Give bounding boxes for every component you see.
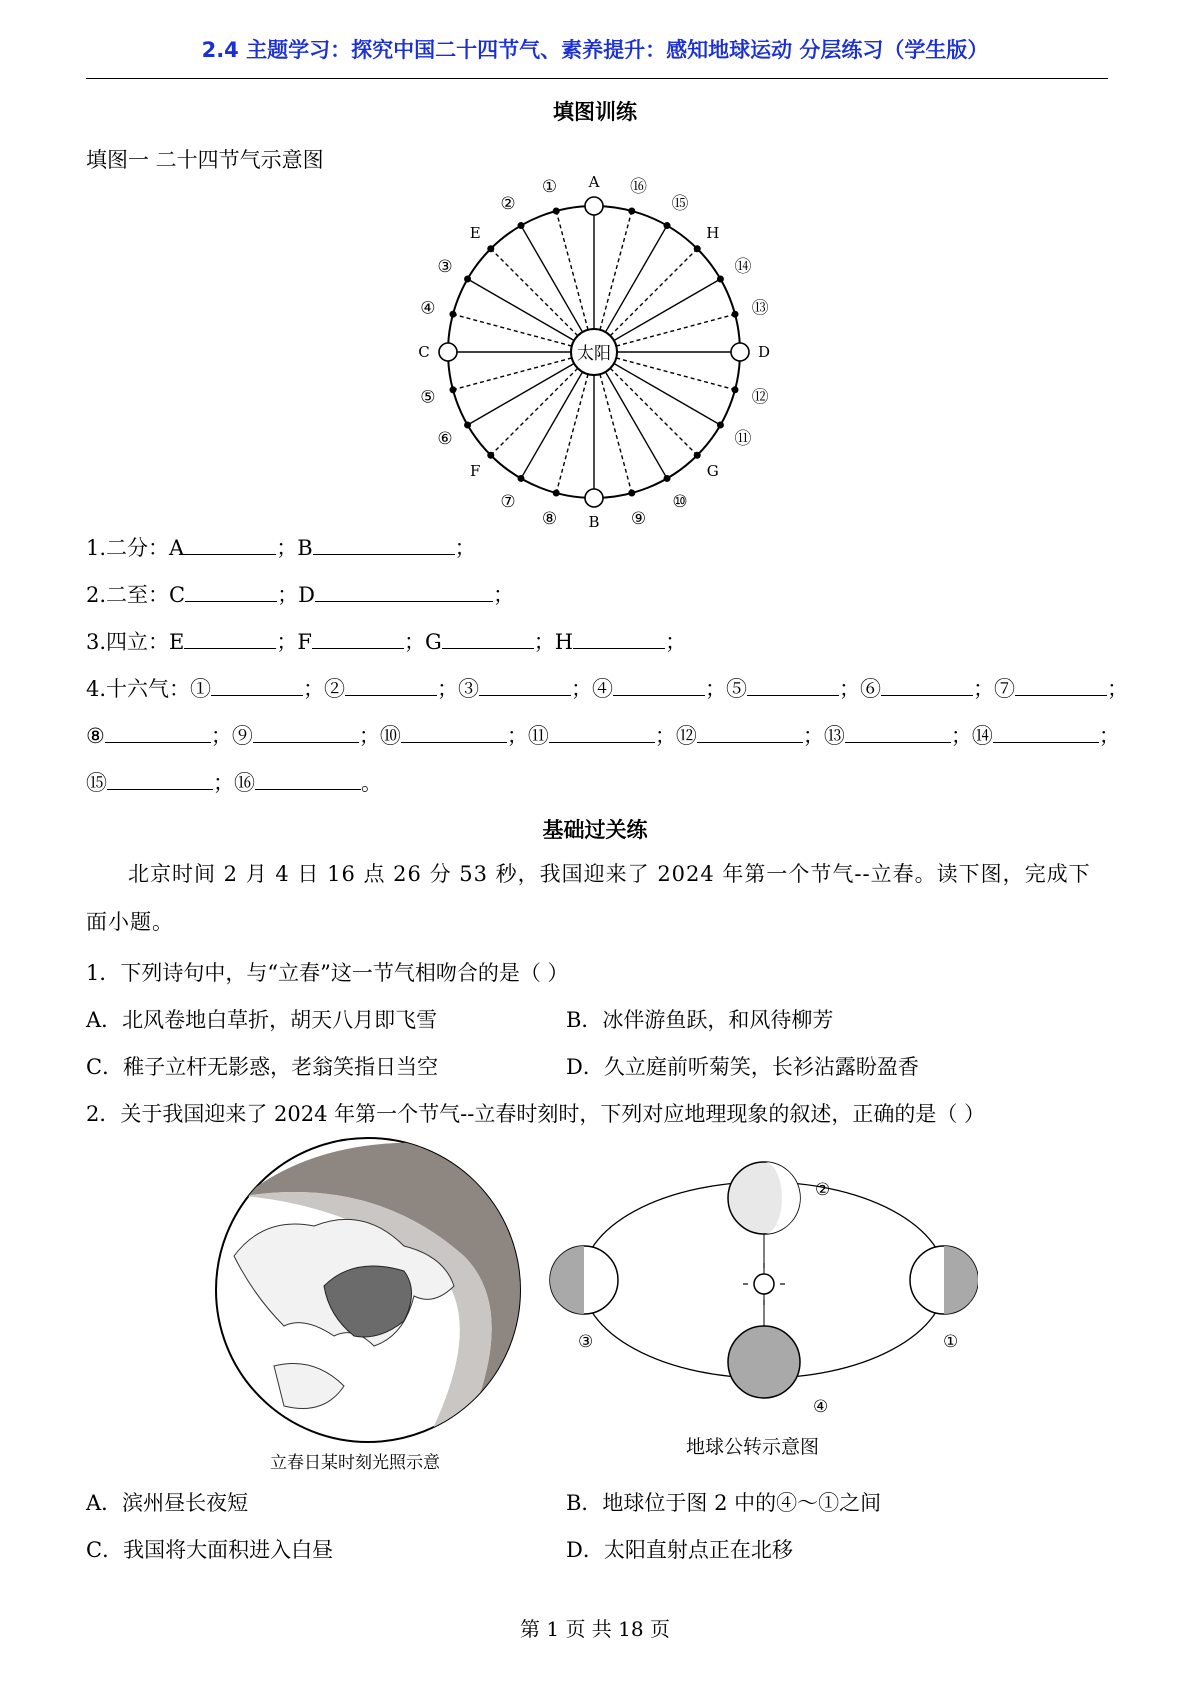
header-divider [86, 78, 1108, 79]
q2-option-c[interactable]: C．我国将大面积进入白昼 [86, 1538, 334, 1562]
q4-label: ；④ [571, 677, 614, 701]
spoke-line [453, 358, 572, 390]
term-letter-g: G [706, 461, 719, 480]
term-dot [732, 386, 739, 393]
q1-sep: ；B [276, 536, 313, 560]
q2-stem: 2．关于我国迎来了 2024 年第一个节气--立春时刻时，下列对应地理现象的叙述，正确的是（ ） [86, 1102, 986, 1126]
solar-terms-diagram [390, 172, 800, 532]
spoke-line [610, 249, 697, 336]
term-dot [487, 452, 494, 459]
spoke-line [468, 364, 575, 426]
spoke-line [521, 372, 583, 479]
term-dot [449, 311, 456, 318]
term-number-label: ⑭ [734, 257, 752, 277]
term-dot [553, 207, 560, 214]
q4-semi: ； [1107, 677, 1129, 701]
term-letter-d: D [757, 343, 771, 361]
q4-label: ⑧ [86, 724, 105, 748]
earth-position-2 [728, 1162, 800, 1234]
blank-7[interactable] [1015, 677, 1107, 696]
fill-q4-row1 [86, 673, 1128, 703]
term-dot [664, 475, 671, 482]
spoke-line [491, 368, 578, 455]
q4-semi: ； [1098, 724, 1120, 748]
term-letter-h: H [706, 224, 720, 243]
earth-position-marker [439, 343, 457, 361]
earth-position-marker [585, 197, 603, 215]
term-dot [717, 276, 724, 283]
diagram-subtitle: 填图一 二十四节气示意图 [86, 148, 324, 172]
blank-16[interactable] [255, 771, 361, 790]
section-title-basic: 基础过关练 [542, 818, 648, 842]
spoke-line [491, 249, 578, 336]
spoke-line [610, 368, 697, 455]
spoke-line [614, 364, 721, 426]
fill-q3 [86, 626, 686, 656]
q3-prefix: 3.四立：E [86, 630, 185, 654]
blank-3[interactable] [479, 677, 571, 696]
term-dot [518, 222, 525, 229]
q1-option-a[interactable]: A．北风卷地白草折，胡天八月即飞雪 [86, 1008, 438, 1032]
q3-s2: ；G [403, 630, 442, 654]
orbit-label-3: ③ [578, 1332, 594, 1352]
q1-end: ； [454, 536, 476, 560]
q1-option-b[interactable]: B．冰伴游鱼跃，和风待柳芳 [566, 1008, 834, 1032]
blank-15[interactable] [107, 771, 213, 790]
q2-option-a[interactable]: A．滨州昼长夜短 [86, 1491, 249, 1515]
term-number-label: ⑧ [541, 509, 558, 530]
earth-position-3 [550, 1246, 618, 1314]
q4-label: ；⑭ [950, 724, 993, 748]
q4-label: ；⑬ [802, 724, 845, 748]
orbit-label-4: ④ [813, 1397, 829, 1417]
q2-end: ； [492, 583, 514, 607]
q4-label: ；⑨ [210, 724, 253, 748]
blank-8[interactable] [105, 724, 211, 743]
earth-position-1 [910, 1246, 978, 1314]
blank-e[interactable] [184, 630, 276, 649]
term-dot [518, 475, 525, 482]
term-number-label: ⑨ [630, 509, 647, 530]
blank-f[interactable] [312, 630, 404, 649]
page-header: 2.4 主题学习：探究中国二十四节气、素养提升：感知地球运动 分层练习（学生版） [201, 38, 989, 62]
spoke-line [616, 358, 735, 390]
q1-prefix: 1.二分：A [86, 536, 185, 560]
blank-g[interactable] [442, 630, 534, 649]
q1-option-c[interactable]: C．稚子立杆无影惑，老翁笑指日当空 [86, 1055, 439, 1079]
q4-label: ① [190, 677, 212, 701]
q4-label: ；⑦ [973, 677, 1016, 701]
orbit-caption: 地球公转示意图 [686, 1436, 820, 1458]
spoke-line [606, 226, 668, 333]
term-letter-f: F [469, 461, 481, 480]
q2-option-d[interactable]: D．太阳直射点正在北移 [566, 1538, 793, 1562]
spoke-line [556, 374, 588, 493]
q4-label: ；⑪ [506, 724, 549, 748]
earth-position-4 [728, 1326, 800, 1398]
q2-sep: ；D [277, 583, 315, 607]
q4-label: ；⑥ [839, 677, 882, 701]
spoke-line [616, 314, 735, 346]
blank-11[interactable] [549, 724, 655, 743]
blank-c[interactable] [185, 583, 277, 602]
term-number-label: ⑪ [734, 429, 752, 449]
q4-label: ；② [303, 677, 346, 701]
q4-end: 。 [361, 771, 382, 795]
blank-2[interactable] [345, 677, 437, 696]
spoke-line [556, 211, 588, 330]
q4-prefix: 4.十六气： [86, 677, 191, 701]
term-number-label: ⑩ [672, 491, 688, 512]
term-dot [553, 490, 560, 497]
term-number-label: ③ [437, 257, 453, 277]
q3-s1: ；F [276, 630, 312, 654]
earth-orbit-figure [548, 1150, 978, 1420]
blank-12[interactable] [697, 724, 803, 743]
term-number-label: ① [541, 176, 558, 197]
q1-stem: 1．下列诗句中，与“立春”这一节气相吻合的是（ ） [86, 961, 569, 985]
fill-q4-row2 [86, 720, 1120, 750]
spoke-line [600, 374, 632, 493]
blank-5[interactable] [747, 677, 839, 696]
blank-a[interactable] [184, 536, 276, 555]
section-title-fill: 填图训练 [553, 100, 637, 124]
globe-caption: 立春日某时刻光照示意 [270, 1453, 440, 1473]
page-footer: 第 1 页 共 18 页 [520, 1617, 670, 1641]
term-dot [664, 222, 671, 229]
q1-option-d[interactable]: D．久立庭前听菊笑，长衫沾露盼盈香 [566, 1055, 919, 1079]
spoke-line [521, 226, 583, 333]
term-dot [694, 452, 701, 459]
term-number-label: ② [500, 194, 516, 215]
term-dot [628, 490, 635, 497]
fill-q4-row3 [86, 767, 382, 797]
blank-6[interactable] [881, 677, 973, 696]
term-number-label: ⑦ [500, 491, 516, 512]
term-number-label: ⑬ [751, 298, 769, 319]
term-number-label: ⑫ [751, 387, 769, 408]
q4-label: ；⑯ [213, 771, 255, 795]
intro-paragraph: 北京时间 2 月 4 日 16 点 26 分 53 秒，我国迎来了 2024 年第一个节气--立春。读下图，完成下面小题。 [86, 862, 1091, 934]
term-number-label: ⑥ [437, 429, 453, 449]
term-dot [732, 311, 739, 318]
term-letter-c: C [418, 343, 430, 361]
blank-h[interactable] [573, 630, 665, 649]
q3-end: ； [665, 630, 687, 654]
term-letter-e: E [469, 224, 481, 243]
term-number-label: ⑮ [671, 194, 689, 215]
spoke-line [614, 279, 721, 341]
blank-14[interactable] [993, 724, 1099, 743]
globe-illumination-figure [204, 1136, 534, 1446]
term-number-label: ⑤ [420, 387, 436, 408]
blank-10[interactable] [401, 724, 507, 743]
fill-q2 [86, 579, 514, 609]
fill-q1 [86, 532, 476, 562]
term-letter-b: B [588, 513, 600, 531]
q4-label: ；⑩ [358, 724, 401, 748]
term-dot [464, 276, 471, 283]
term-dot [449, 386, 456, 393]
q2-option-b[interactable]: B．地球位于图 2 中的④～①之间 [566, 1491, 882, 1515]
orbit-label-2: ② [815, 1180, 831, 1200]
q2-prefix: 2.二至：C [86, 583, 186, 607]
spoke-line [468, 279, 575, 341]
earth-position-marker [585, 489, 603, 507]
spoke-line [453, 314, 572, 346]
blank-4[interactable] [613, 677, 705, 696]
term-dot [628, 207, 635, 214]
spoke-line [600, 211, 632, 330]
term-dot [464, 422, 471, 429]
blank-13[interactable] [845, 724, 951, 743]
q4-label: ⑮ [86, 771, 107, 795]
earth-position-marker [731, 343, 749, 361]
spoke-line [606, 372, 668, 479]
blank-d[interactable] [315, 583, 493, 602]
orbit-label-1: ① [943, 1332, 959, 1352]
term-letter-a: A [588, 173, 600, 191]
sun-label: 太阳 [577, 344, 611, 364]
term-dot [487, 245, 494, 252]
term-number-label: ④ [420, 298, 436, 319]
term-number-label: ⑯ [630, 176, 648, 197]
blank-9[interactable] [253, 724, 359, 743]
q4-label: ；⑫ [654, 724, 697, 748]
blank-b[interactable] [313, 536, 455, 555]
blank-1[interactable] [211, 677, 303, 696]
sun-icon [754, 1274, 774, 1294]
q4-label: ；③ [437, 677, 480, 701]
q4-label: ；⑤ [705, 677, 748, 701]
term-dot [694, 245, 701, 252]
q3-s3: ；H [533, 630, 574, 654]
term-dot [717, 422, 724, 429]
